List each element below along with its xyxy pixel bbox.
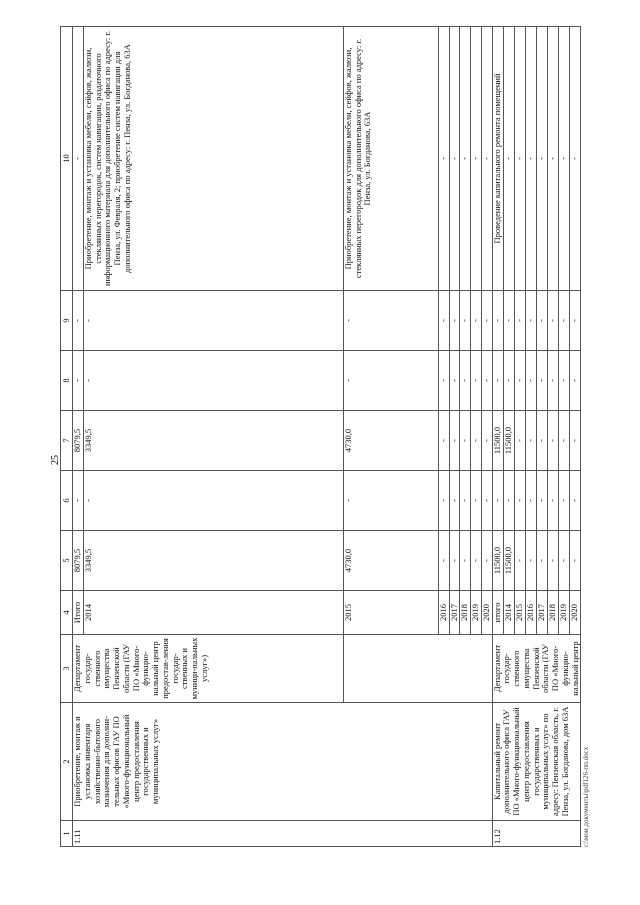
value-cell: - (438, 351, 449, 411)
col-header: 5 (61, 531, 73, 591)
year-cell: 2019 (559, 591, 570, 635)
value-cell: - (449, 291, 460, 351)
row-number: 1.12 (492, 821, 581, 847)
value-cell: 8079,5 (73, 531, 84, 591)
year-cell: итого (492, 591, 503, 635)
result-cell: - (449, 27, 460, 291)
value-cell: - (559, 351, 570, 411)
value-cell: - (438, 531, 449, 591)
year-cell: 2017 (537, 591, 548, 635)
value-cell: - (471, 411, 482, 471)
value-cell: - (343, 291, 438, 351)
col-header: 1 (61, 821, 73, 847)
year-cell: 2015 (514, 591, 525, 635)
result-cell: Проведение капитального ремонта помещений (492, 27, 503, 291)
value-cell: - (537, 531, 548, 591)
value-cell: - (537, 291, 548, 351)
value-cell: - (548, 531, 559, 591)
result-cell: - (438, 27, 449, 291)
col-header: 6 (61, 471, 73, 531)
value-cell: - (548, 351, 559, 411)
result-cell: Приобретение, монтаж и установка мебели, сейфов, жалюзи, стеклянных перегородок для дополнительного офиса по адресу: г. Пенза, ул. Богданова, 63А (343, 27, 438, 291)
table-row (73, 27, 84, 847)
value-cell: - (548, 291, 559, 351)
col-header: 4 (61, 591, 73, 635)
value-cell: - (559, 471, 570, 531)
value-cell: - (449, 531, 460, 591)
value-cell: - (514, 411, 525, 471)
value-cell: - (559, 411, 570, 471)
year-cell: 2017 (449, 591, 460, 635)
year-cell: 2016 (438, 591, 449, 635)
value-cell: - (449, 351, 460, 411)
result-cell: - (73, 27, 84, 291)
value-cell: 8079,5 (73, 411, 84, 471)
value-cell: - (503, 291, 514, 351)
year-cell: 2014 (83, 591, 343, 635)
row-number: 1.11 (73, 821, 493, 847)
year-cell: 2015 (343, 591, 438, 635)
value-cell: - (570, 471, 581, 531)
value-cell: - (460, 411, 471, 471)
value-cell: - (343, 351, 438, 411)
value-cell: - (537, 411, 548, 471)
value-cell: - (548, 411, 559, 471)
result-cell: - (559, 27, 570, 291)
year-cell: 2018 (548, 591, 559, 635)
col-header: 7 (61, 411, 73, 471)
result-cell: - (525, 27, 536, 291)
value-cell: - (83, 291, 343, 351)
value-cell: - (481, 411, 492, 471)
value-cell: - (83, 351, 343, 411)
value-cell: - (481, 471, 492, 531)
executor: Департамент государ-ственного имущества Пензенской области (ГАУ ПО «Много-функцио-нальный центр (492, 635, 581, 703)
year-cell: 2016 (525, 591, 536, 635)
value-cell: - (514, 291, 525, 351)
year-cell: 2020 (570, 591, 581, 635)
value-cell: - (514, 351, 525, 411)
value-cell: 3349,5 (83, 531, 343, 591)
value-cell: - (438, 411, 449, 471)
value-cell: - (460, 291, 471, 351)
value-cell: 4730,0 (343, 531, 438, 591)
result-cell: - (514, 27, 525, 291)
value-cell: - (481, 291, 492, 351)
result-cell: - (548, 27, 559, 291)
executor-spacer (343, 635, 492, 703)
year-cell: 2014 (503, 591, 514, 635)
value-cell: - (503, 351, 514, 411)
value-cell: - (460, 471, 471, 531)
value-cell: - (514, 471, 525, 531)
value-cell: - (525, 351, 536, 411)
result-cell: - (570, 27, 581, 291)
measure-name: Капитальный ремонт дополнительного офиса ГАУ ПО «Много-функциональный центр предоставления государственных и муниципальных услуг» по адресу: Пензенская область, г. Пенза, ул. Богданова, дом 63А (492, 703, 581, 821)
year-cell: 2019 (471, 591, 482, 635)
value-cell: - (559, 291, 570, 351)
header-row (61, 27, 73, 847)
result-cell: - (537, 27, 548, 291)
value-cell: - (449, 411, 460, 471)
value-cell: - (449, 471, 460, 531)
value-cell: - (73, 471, 84, 531)
col-header: 2 (61, 703, 73, 821)
col-header: 8 (61, 351, 73, 411)
result-cell: - (460, 27, 471, 291)
value-cell: - (570, 411, 581, 471)
result-cell: - (503, 27, 514, 291)
value-cell: - (514, 531, 525, 591)
value-cell: - (492, 351, 503, 411)
page-number: 25 (50, 455, 61, 465)
value-cell: - (570, 351, 581, 411)
result-cell: - (481, 27, 492, 291)
value-cell: 3349,5 (83, 411, 343, 471)
table-row (492, 27, 503, 847)
value-cell: - (525, 471, 536, 531)
value-cell: - (481, 351, 492, 411)
value-cell: 11500,0 (503, 531, 514, 591)
value-cell: - (570, 291, 581, 351)
value-cell: - (73, 291, 84, 351)
value-cell: - (438, 291, 449, 351)
col-header: 3 (61, 635, 73, 703)
value-cell: - (471, 531, 482, 591)
value-cell: - (492, 291, 503, 351)
value-cell: 11500,0 (492, 411, 503, 471)
value-cell: - (537, 471, 548, 531)
value-cell: - (471, 291, 482, 351)
value-cell: - (460, 531, 471, 591)
file-path-footer: c:\мои документы\pdf126-пп.docx (582, 746, 590, 847)
result-cell: - (471, 27, 482, 291)
year-cell: 2020 (481, 591, 492, 635)
value-cell: - (537, 351, 548, 411)
value-cell: - (460, 351, 471, 411)
value-cell: - (492, 471, 503, 531)
value-cell: 11500,0 (492, 531, 503, 591)
value-cell: - (525, 291, 536, 351)
year-cell: 2018 (460, 591, 471, 635)
value-cell: - (570, 531, 581, 591)
measure-name: Приобретение, монтаж и установка инвентаря хозяйственно-бытового назначения для дополни-тельных офисов ГАУ ПО «Много-функциональный центр предоставления государственных и муниципальных услуг» (73, 703, 493, 821)
year-cell: Итого (73, 591, 84, 635)
value-cell: - (471, 471, 482, 531)
value-cell: - (83, 471, 343, 531)
value-cell: - (525, 531, 536, 591)
value-cell: - (525, 411, 536, 471)
result-cell: Приобретение, монтаж и установка мебели, сейфов, жалюзи, стеклянных перегородок, систем навигации, раздаточного информационного материала для дополнительного офиса по адресу: г. Пенза, ул. Февраля, 2; приобретение систем навигации для дополнительного офиса по адресу: г. Пенза, ул. Богданова, 63А (83, 27, 343, 291)
value-cell: - (548, 471, 559, 531)
value-cell: - (73, 351, 84, 411)
value-cell: - (559, 531, 570, 591)
value-cell: - (343, 471, 438, 531)
value-cell: - (481, 531, 492, 591)
value-cell: 11500,0 (503, 411, 514, 471)
executor: Департамент государ-ственного имущества Пензенской области (ГАУ ПО «Много-функцио-нальный центр предостав-ления государ-ственных и муници-пальных услуг») (73, 635, 344, 703)
col-header: 9 (61, 291, 73, 351)
program-table (60, 26, 581, 847)
value-cell: - (438, 471, 449, 531)
value-cell: - (471, 351, 482, 411)
value-cell: 4730,0 (343, 411, 438, 471)
col-header: 10 (61, 27, 73, 291)
value-cell: - (503, 471, 514, 531)
